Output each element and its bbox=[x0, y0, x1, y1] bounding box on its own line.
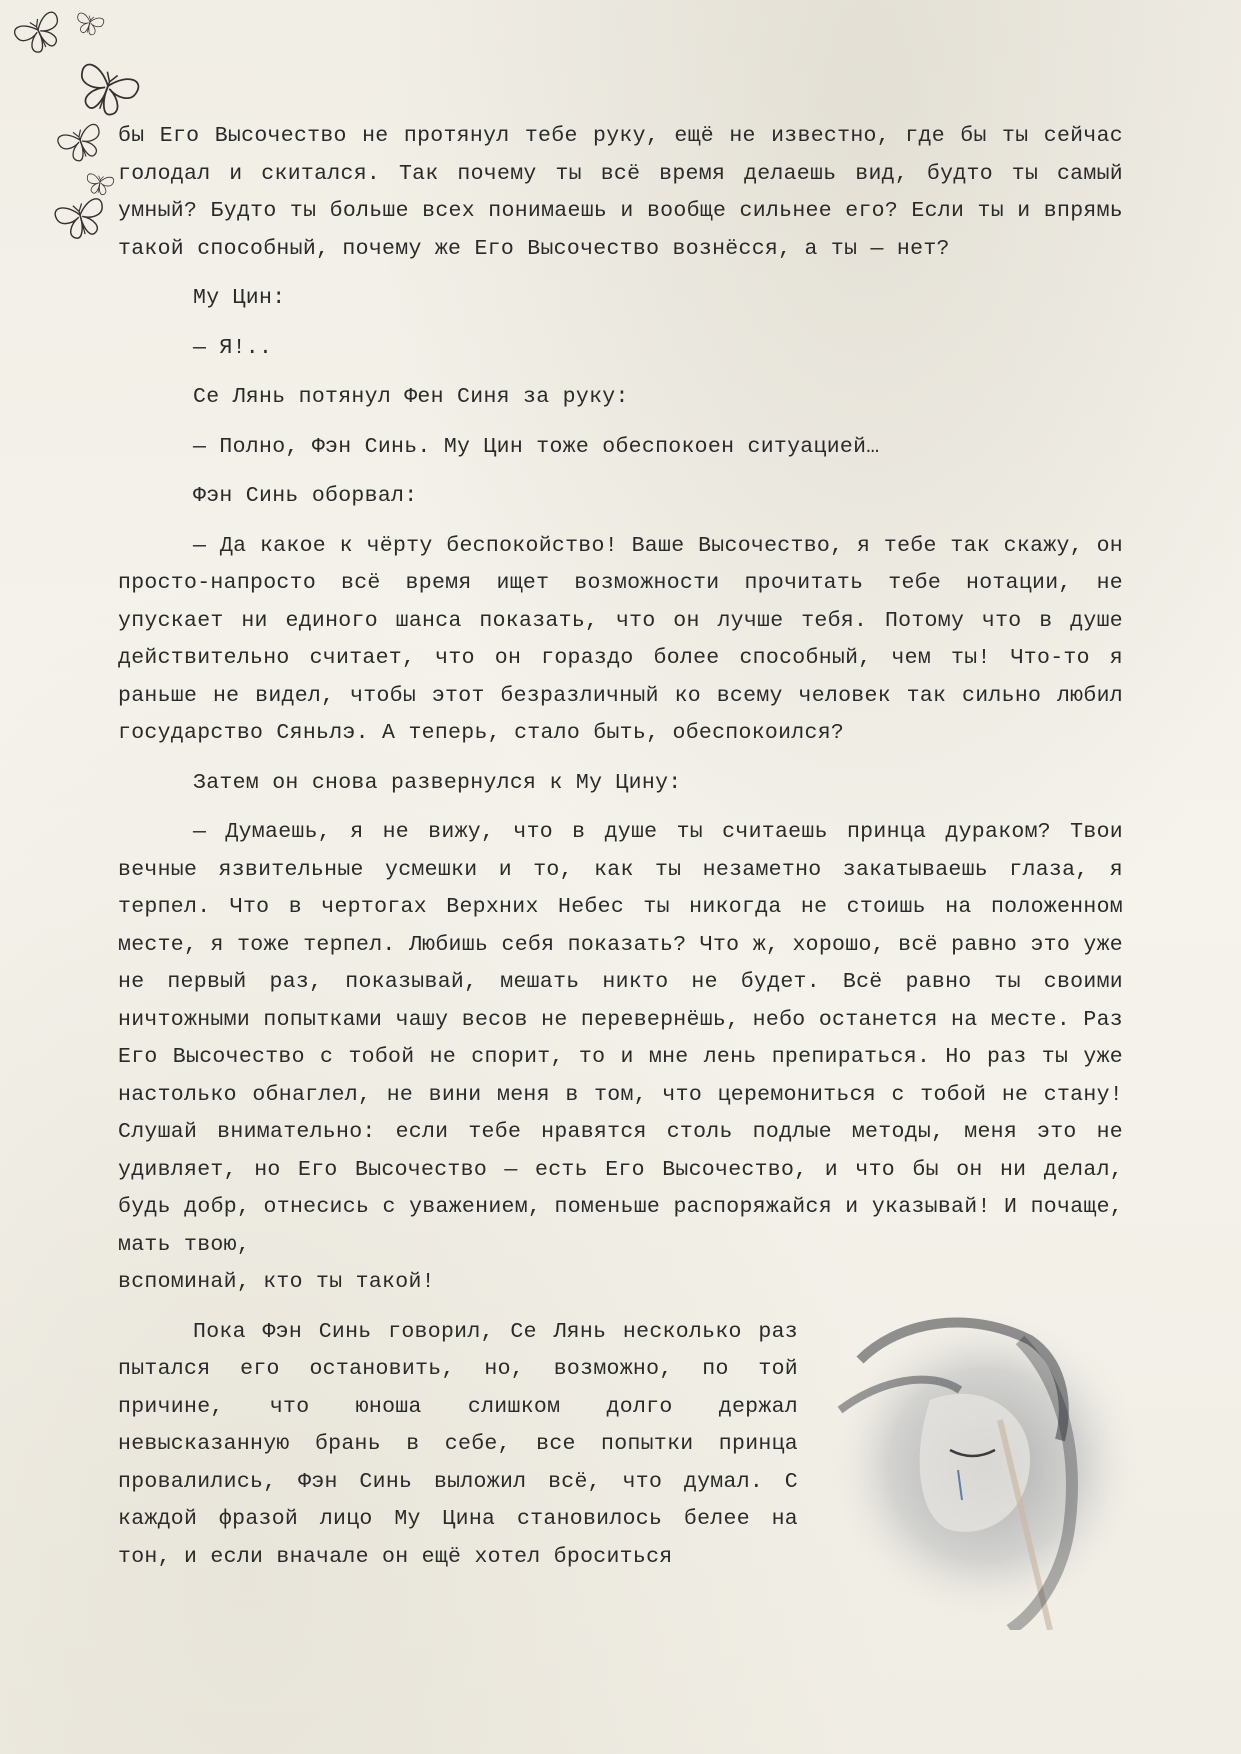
ink-portrait-illustration bbox=[820, 1300, 1150, 1630]
paragraph: — Я!.. bbox=[193, 335, 273, 360]
paragraph: — Полно, Фэн Синь. Му Цин тоже обеспокоен ситуацией… bbox=[193, 434, 880, 459]
butterfly-icon bbox=[74, 12, 105, 37]
paragraph: бы Его Высочество не протянул тебе руку, ещё не известно, где бы ты сейчас голодал и скитался. Так почему ты всё время делаешь вид, будто ты самый умный? Будто ты больше всех понимаешь и вообще сильнее его? Если ты и впрямь такой способный, почему же Его Высочество вознёсся, а ты — нет? bbox=[118, 124, 1123, 261]
paragraph: Затем он снова развернулся к Му Цину: bbox=[193, 770, 682, 795]
paragraph: вспоминай, кто ты такой! bbox=[118, 1270, 435, 1294]
paragraph: Му Цин: bbox=[193, 286, 286, 310]
butterfly-icon bbox=[56, 123, 106, 166]
paragraph: — Думаешь, я не вижу, что в душе ты считаешь принца дураком? Твои вечные язвительные усмешки и то, как ты незаметно закатываешь глаза, я терпел. Что в чертогах Верхних Небес ты никогда не стоишь на положенном месте, я тоже терпел. Любишь себя показать? Что ж, хорошо, всё равно это уже не первый раз, показывай, мешать никто не будет. Всё равно ты своими ничтожными попытками чашу весов не перевернёшь, небо останется на месте. Раз Его Высочество с тобой не спорит, то и мне лень препираться. Но раз ты уже настолько обнаглел, не вини меня в том, что церемониться с тобой не стану! Слушай внимательно: если тебе нравятся столь подлые методы, меня это не удивляет, но Его Высочество — есть Его Высочество, и что бы он ни делал, будь добр, отнесись с уважением, поменьше распоряжайся и указывай! И почаще, мать твою, bbox=[118, 820, 1123, 1257]
butterfly-icon bbox=[13, 10, 67, 58]
paragraph: — Да какое к чёрту беспокойство! Ваше Высочество, я тебе так скажу, он просто-напросто всё время ищет возможности прочитать тебе нотации, не упускает ни единого шанса показать, что он лучше тебя. Потому что в душе действительно считает, что он гораздо более способный, чем ты! Что-то я раньше не видел, чтобы этот безразличный ко всему человек так сильно любил государство Сяньлэ. А теперь, стало быть, обеспокоился? bbox=[118, 533, 1123, 745]
butterfly-icon bbox=[71, 63, 140, 122]
butterfly-icon bbox=[85, 173, 114, 196]
paragraph: Фэн Синь оборвал: bbox=[193, 484, 418, 508]
paragraph: Се Лянь потянул Фен Синя за руку: bbox=[193, 385, 629, 409]
butterfly-icon bbox=[54, 197, 109, 242]
paragraph: Пока Фэн Синь говорил, Се Лянь несколько раз пытался его остановить, но, возможно, по той причине, что юноша слишком долго держал невысказанную брань в себе, все попытки принца провалились, Фэн Синь выложил всё, что думал. С каждой фразой лицо Му Цина становилось белее на тон, и если вначале он ещё хотел броситься bbox=[118, 1319, 798, 1569]
